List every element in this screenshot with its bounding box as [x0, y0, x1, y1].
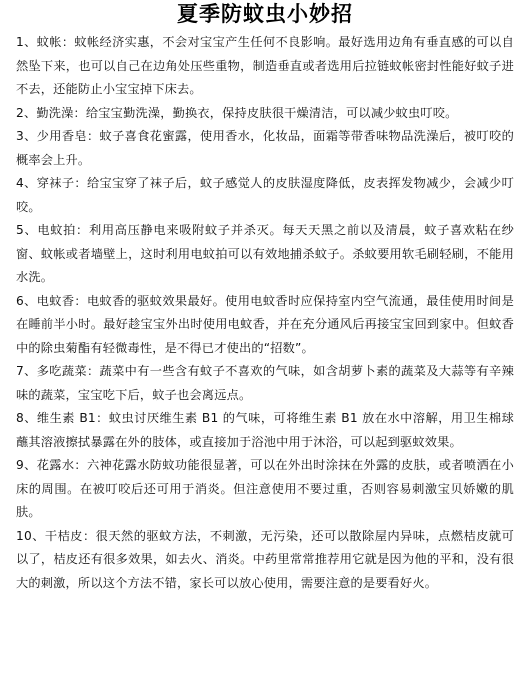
tip-text: 蚊帐经济实惠，不会对宝宝产生任何不良影响。最好选用边角有垂直感的可以自然坠下来，也可以自己在边角处压些重物，制造垂直或者选用后拉链蚊帐密封性能好蚊子进不去，还能防止小宝宝掉下床去。	[16, 35, 515, 96]
tip-item-9	[16, 454, 514, 525]
tip-label: 9、花露水：	[16, 458, 87, 472]
tip-text: 很天然的驱蚊方法，不刺激，无污染，还可以散除屋内异味，点燃桔皮就可以了，桔皮还有很多效果，如去火、消炎。中药里常常推荐用它就是因为他的平和，没有很大的刺激，所以这个方法不错，家长可以放心使用，需要注意的是要看好火。	[16, 528, 514, 590]
tip-text: 给宝宝穿了袜子后，蚊子感觉人的皮肤湿度降低，皮表挥发物减少，会减少叮咬。	[16, 176, 514, 214]
tip-item-6	[16, 290, 514, 361]
tip-item-3	[16, 125, 514, 172]
tip-item-2	[16, 102, 514, 126]
tip-item-1	[16, 31, 514, 102]
tip-label: 7、多吃蔬菜：	[16, 364, 100, 378]
tip-text: 蚊虫讨厌维生素 B1 的气味，可将维生素 B1 放在水中溶解，用卫生棉球蘸其溶液擦拭暴露在外的肢体，或直接加于浴池中用于沐浴，可以起到驱蚊效果。	[16, 411, 514, 449]
tip-item-5	[16, 219, 514, 290]
tip-item-7	[16, 360, 514, 407]
tips-list	[16, 31, 514, 595]
tip-label: 3、少用香皂：	[16, 129, 100, 143]
tip-label: 6、电蚊香：	[16, 293, 87, 308]
tip-text: 利用高压静电来吸附蚊子并杀灭。每天天黑之前以及清晨，蚊子喜欢粘在纱窗、蚊帐或者墙壁上，这时利用电蚊拍可以有效地捕杀蚊子。杀蚊要用软毛刷轻刷，不能用水洗。	[16, 223, 514, 284]
tip-label: 4、穿袜子：	[16, 176, 87, 190]
tip-text: 电蚊香的驱蚊效果最好。使用电蚊香时应保持室内空气流通，最佳使用时间是在睡前半小时。最好趁宝宝外出时使用电蚊香，并在充分通风后再接宝宝回到家中。但蚊香中的除虫菊酯有轻微毒性，是不得已才使出的“招数”。	[16, 293, 514, 355]
tip-label: 5、电蚊拍：	[16, 223, 89, 237]
tip-item-10	[16, 525, 514, 596]
tip-text: 蔬菜中有一些含有蚊子不喜欢的气味，如含胡萝卜素的蔬菜及大蒜等有辛辣味的蔬菜，宝宝吃下后，蚊子也会离远点。	[16, 364, 514, 402]
tip-text: 六神花露水防蚊功能很显著，可以在外出时涂抹在外露的皮肤，或者喷洒在小床的周围。在被叮咬后还可用于消炎。但注意使用不要过重，否则容易刺激宝贝娇嫩的肌肤。	[16, 458, 514, 519]
tip-text: 蚊子喜食花蜜露，使用香水，化妆品，面霜等带香味物品洗澡后，被叮咬的概率会上升。	[16, 129, 514, 167]
tip-label: 2、勤洗澡：	[16, 105, 86, 120]
tip-item-4	[16, 172, 514, 219]
tip-text: 给宝宝勤洗澡，勤换衣，保持皮肤很干燥清洁，可以减少蚊虫叮咬。	[85, 105, 458, 120]
tip-item-8	[16, 407, 514, 454]
tip-label: 10、干桔皮：	[16, 528, 96, 543]
tip-label: 1、蚊帐：	[16, 35, 75, 49]
document-title: 夏季防蚊虫小妙招	[177, 1, 353, 26]
tip-label: 8、维生素 B1：	[16, 411, 109, 425]
